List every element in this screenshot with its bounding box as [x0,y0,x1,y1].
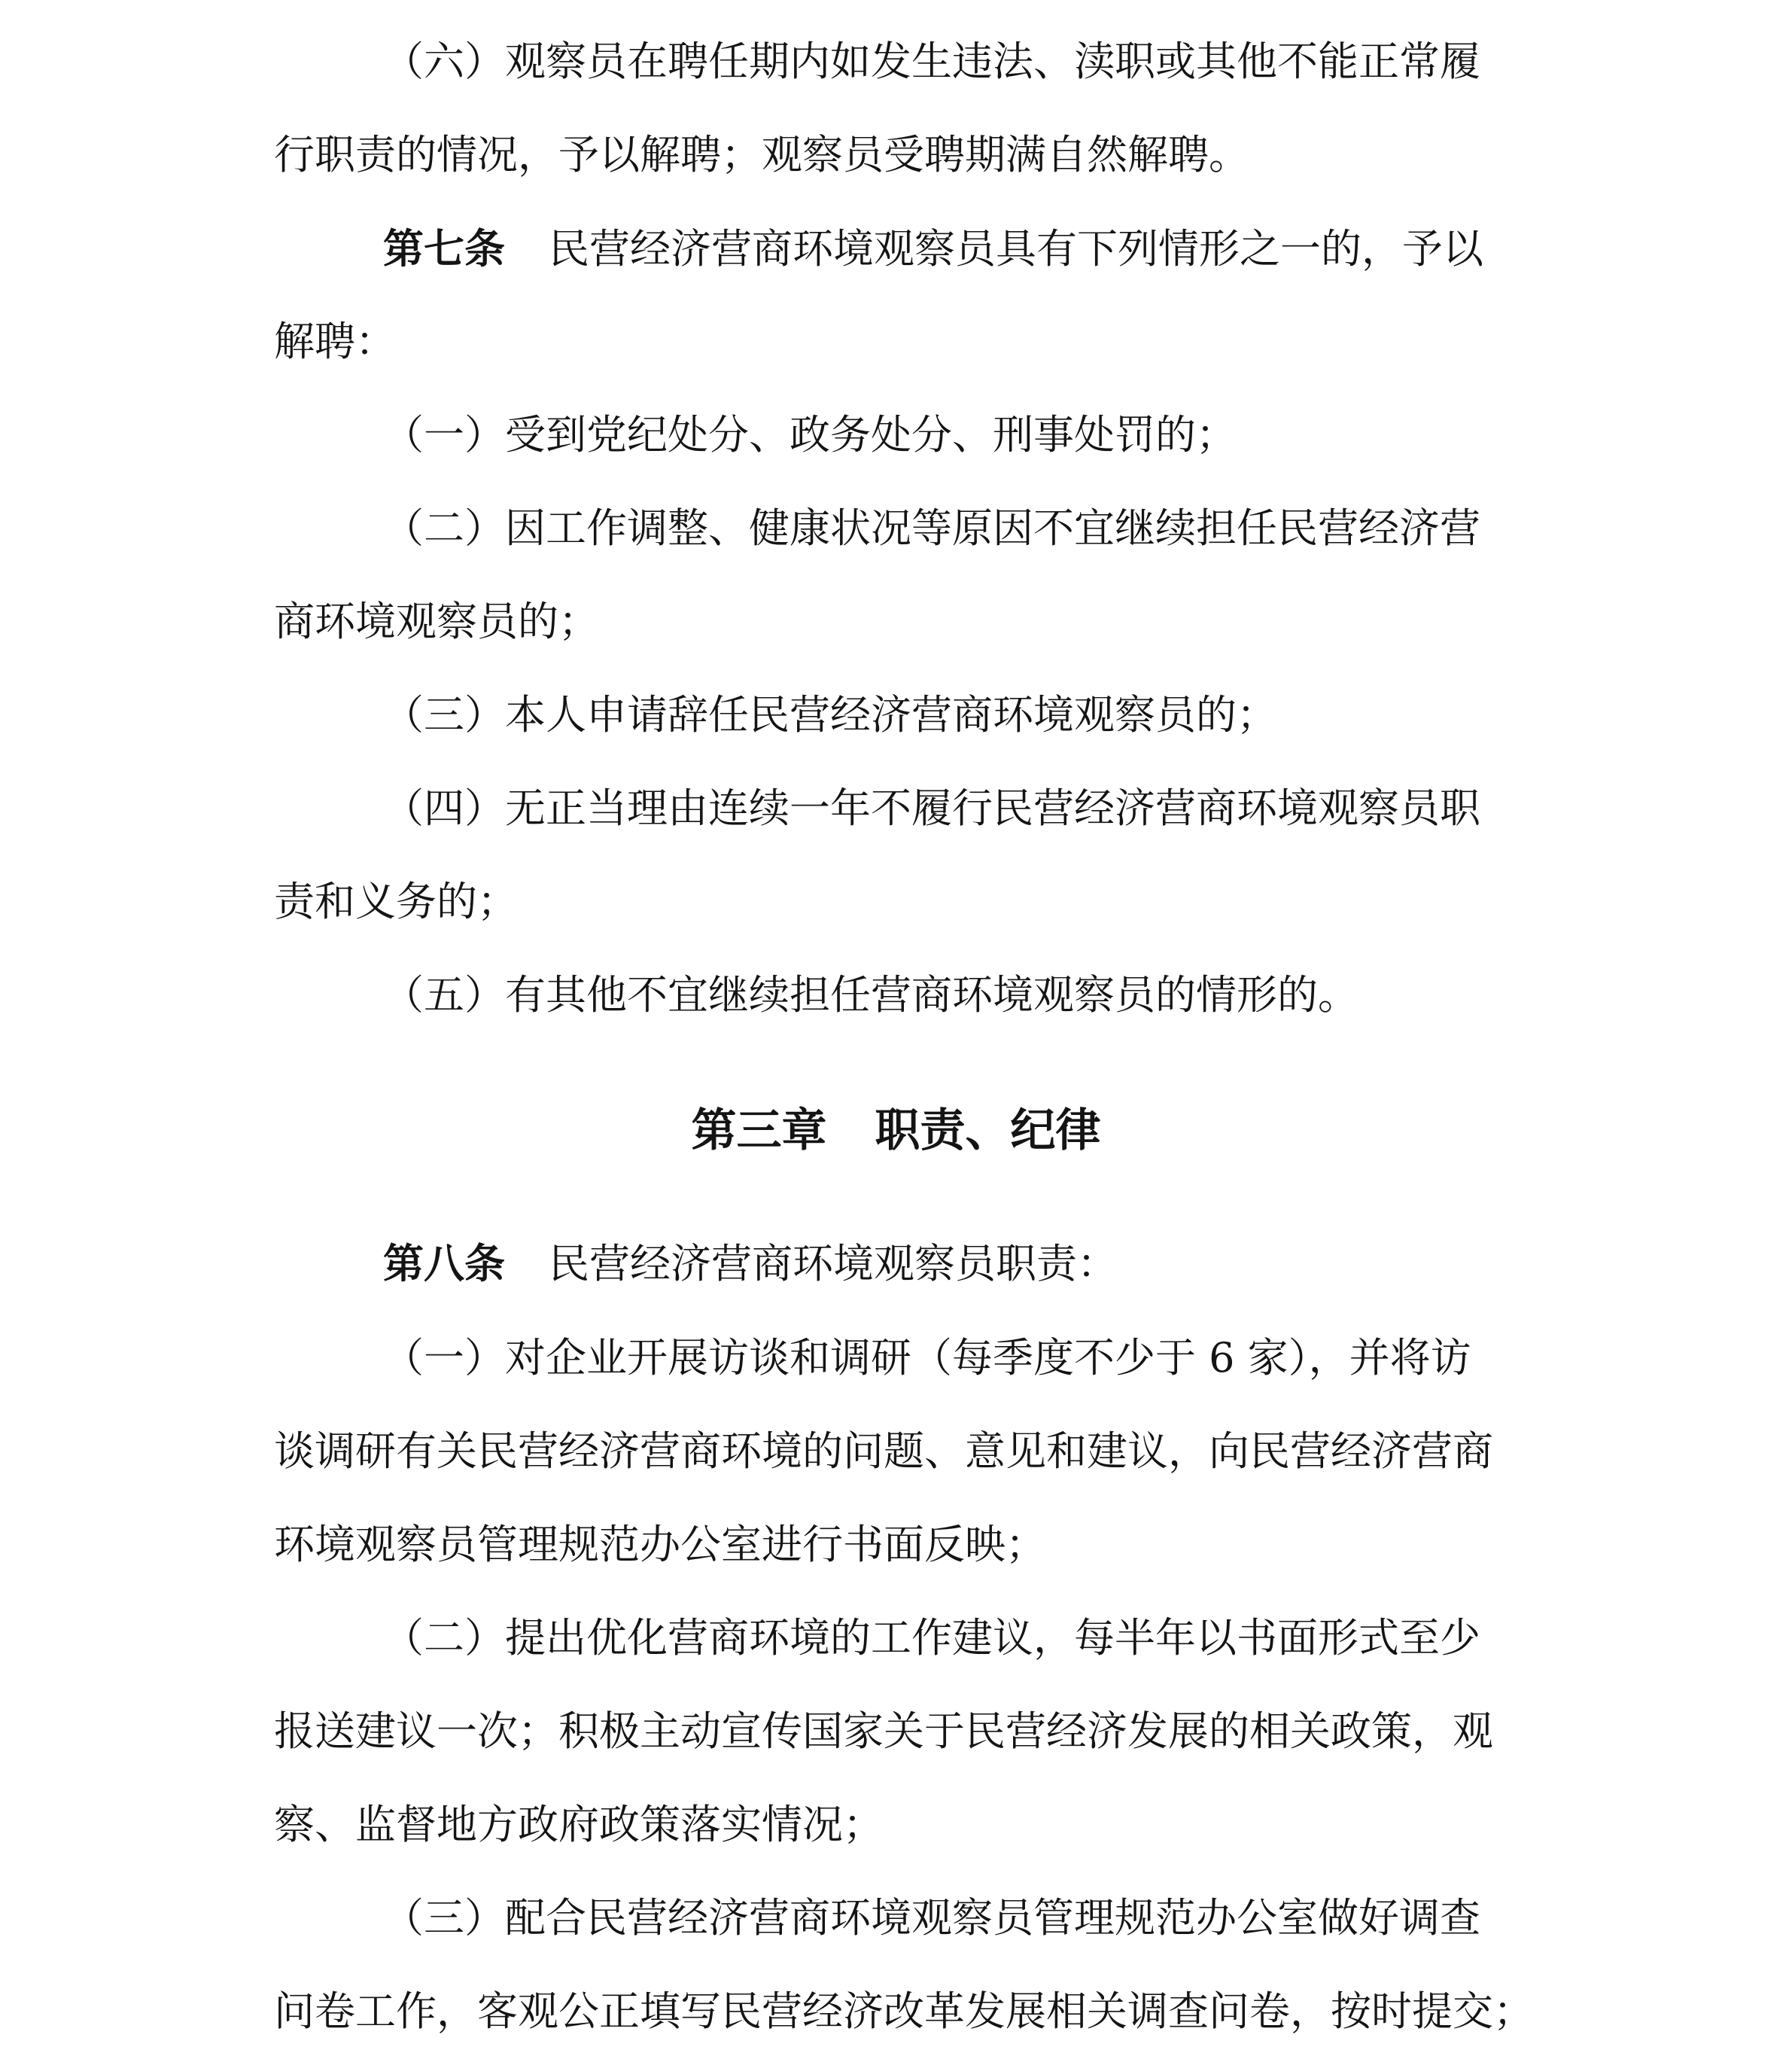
article-seven-item-1: （一）受到党纪处分、政务处分、刑事处罚的； [383,411,1237,458]
article-eight-label: 第八条 [383,1239,505,1287]
article-eight-item-2-line2: 报送建议一次；积极主动宣传国家关于民营经济发展的相关政策，观 [274,1707,1493,1755]
article-seven-item-3: （三）本人申请辞任民营经济营商环境观察员的； [383,691,1277,739]
article-eight-item-1-line1: （一）对企业开展访谈和调研（每季度不少于 6 家），并将访 [383,1334,1471,1381]
chapter-number: 第三章 [691,1104,827,1157]
item-six-line2: 行职责的情况，予以解聘；观察员受聘期满自然解聘。 [274,131,1249,178]
article-seven-item-5: （五）有其他不宜继续担任营商环境观察员的情形的。 [383,971,1358,1019]
article-eight-item-2-line1: （二）提出优化营商环境的工作建议，每半年以书面形式至少 [383,1614,1480,1662]
article-seven-heading [383,221,1483,276]
article-eight-item-3-line2: 问卷工作，客观公正填写民营经济改革发展相关调查问卷，按时提交； [274,1987,1534,2035]
article-seven-line2: 解聘： [274,318,396,365]
article-seven-label: 第七条 [383,224,505,273]
article-seven-item-2-line1: （二）因工作调整、健康状况等原因不宜继续担任民营经济营 [383,504,1480,552]
article-eight-item-1-line2: 谈调研有关民营经济营商环境的问题、意见和建议，向民营经济营商 [274,1427,1493,1475]
chapter-title [0,1101,1792,1161]
article-eight-item-3-line1: （三）配合民营经济营商环境观察员管理规范办公室做好调查 [383,1894,1480,1942]
article-eight-item-1-line3: 环境观察员管理规范办公室进行书面反映； [274,1521,1046,1568]
article-eight-text: 民营经济营商环境观察员职责： [549,1240,1118,1287]
article-seven-item-4-line2: 责和义务的； [274,878,518,925]
chapter-name: 职责、纪律 [875,1104,1101,1157]
article-eight-heading [383,1236,1118,1290]
article-eight-item-2-line3: 察、监督地方政府政策落实情况； [274,1801,884,1848]
article-seven-item-4-line1: （四）无正当理由连续一年不履行民营经济营商环境观察员职 [383,784,1480,832]
article-seven-text: 民营经济营商环境观察员具有下列情形之一的，予以 [549,225,1483,273]
article-seven-item-2-line2: 商环境观察员的； [274,598,599,645]
item-six-line1: （六）观察员在聘任期内如发生违法、渎职或其他不能正常履 [383,38,1480,85]
